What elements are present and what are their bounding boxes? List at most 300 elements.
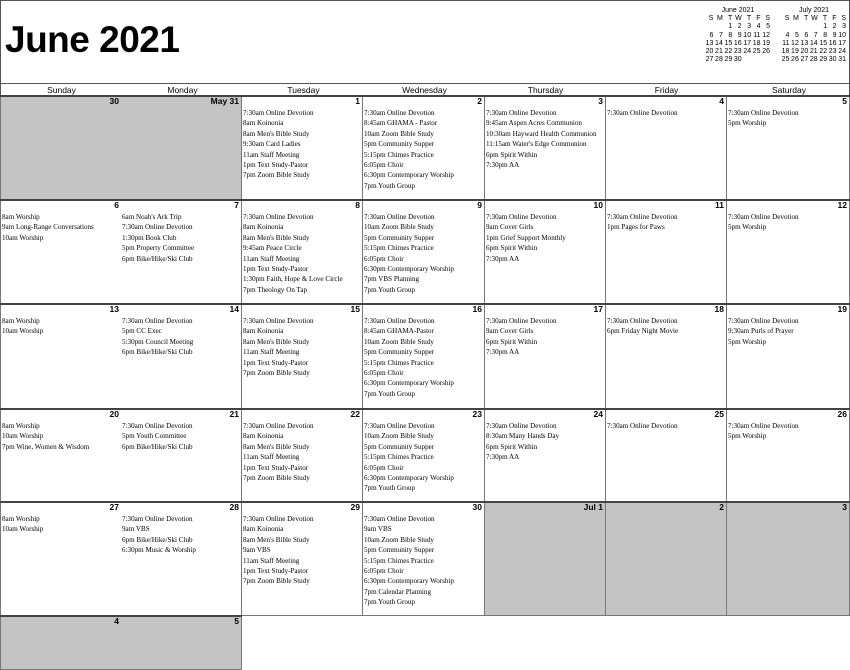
mini-calendar-day[interactable]: 14 — [715, 39, 723, 47]
mini-calendar-weekday: M — [793, 15, 799, 23]
calendar-event[interactable]: 5:15pm Chimes Practice — [364, 150, 434, 159]
day-cell[interactable] — [242, 304, 363, 409]
calendar-event[interactable]: 5pm Community Supper — [364, 546, 435, 555]
calendar-event[interactable]: 5pm Community Supper — [364, 442, 435, 451]
calendar-event[interactable]: 7pm Zoom Bible Study — [243, 577, 310, 586]
event-list — [607, 108, 678, 118]
calendar-event[interactable]: 10am Worship — [2, 233, 44, 242]
mini-calendar-day[interactable]: 7 — [718, 31, 723, 39]
calendar-event[interactable]: 5pm Property Committee — [122, 244, 195, 253]
calendar-event[interactable]: 8am Koinonia — [243, 223, 284, 232]
calendar-event[interactable]: 6:05pm Choir — [364, 463, 404, 472]
day-cell[interactable] — [485, 409, 606, 502]
calendar-event[interactable]: 7:30am Online Devotion — [486, 317, 557, 325]
calendar-event[interactable]: 6pm Bike/Hike/Ski Club — [122, 535, 193, 544]
day-number: 7 — [234, 200, 239, 210]
calendar-event[interactable]: 7:30am Online Devotion — [728, 213, 799, 221]
calendar-event[interactable]: 7:30am Online Devotion — [607, 317, 678, 325]
calendar-event[interactable]: 11:15am Water's Edge Communion — [486, 140, 587, 149]
calendar-event[interactable]: 7:30am Online Devotion — [728, 422, 799, 430]
day-cell[interactable] — [121, 200, 242, 304]
calendar-event[interactable]: 9am Long-Range Conversations — [2, 223, 94, 232]
calendar-event[interactable]: 11am Staff Meeting — [243, 556, 300, 565]
mini-calendar-day[interactable]: 9 — [737, 31, 742, 39]
calendar-event[interactable]: 8am Worship — [2, 515, 40, 523]
calendar-event[interactable]: 6:30pm Contemporary Worship — [364, 577, 454, 586]
day-cell[interactable] — [485, 502, 606, 616]
calendar-event[interactable]: 7pm Zoom Bible Study — [243, 369, 310, 378]
calendar-event[interactable]: 6:30pm Contemporary Worship — [364, 379, 454, 388]
day-cell[interactable] — [485, 96, 606, 200]
mini-calendar-day[interactable]: 7 — [813, 31, 818, 39]
calendar-event[interactable]: 5pm Worship — [728, 223, 767, 232]
calendar-event[interactable]: 6:30pm Contemporary Worship — [364, 171, 454, 180]
day-number: 30 — [472, 502, 482, 512]
calendar-event[interactable]: 8am Koinonia — [243, 432, 284, 441]
calendar-event[interactable]: 7:30am Online Devotion — [122, 422, 193, 430]
event-list — [607, 316, 678, 337]
calendar-event[interactable]: 7:30am Online Devotion — [728, 109, 799, 117]
week-separator — [0, 501, 850, 503]
day-number: 3 — [842, 502, 847, 512]
day-number: 9 — [477, 200, 482, 210]
event-list — [2, 421, 89, 452]
calendar-event[interactable]: 1pm Text Study-Pastor — [243, 161, 309, 170]
day-cell[interactable] — [606, 200, 727, 304]
event-list — [486, 108, 597, 170]
mini-calendar-day[interactable]: 19 — [791, 48, 799, 56]
calendar-event[interactable]: 6:05pm Choir — [364, 254, 404, 263]
calendar-event[interactable]: 7:30am Online Devotion — [243, 317, 314, 325]
mini-calendar-day[interactable]: 21 — [809, 48, 818, 56]
calendar-event[interactable]: 7:30pm AA — [486, 453, 520, 462]
day-number: 2 — [719, 502, 724, 512]
calendar-event[interactable]: 8:30am Many Hands Day — [486, 432, 560, 441]
calendar-event[interactable]: 5pm Worship — [728, 119, 767, 128]
calendar-event[interactable]: 8am Worship — [2, 317, 40, 325]
calendar-event[interactable]: 8am Koinonia — [243, 327, 284, 336]
day-cell[interactable] — [121, 96, 242, 200]
mini-calendar-day[interactable] — [809, 23, 818, 31]
day-cell[interactable] — [121, 409, 242, 502]
calendar-event[interactable]: 10am Worship — [2, 525, 44, 534]
calendar-event[interactable]: 1:30pm Faith, Hope & Love Circle — [243, 275, 343, 284]
day-cell[interactable] — [0, 200, 122, 304]
calendar-event[interactable]: 5:15pm Chimes Practice — [364, 244, 434, 253]
calendar-event[interactable]: 1:30pm Book Club — [122, 233, 177, 242]
mini-calendar-weekday: S — [841, 15, 846, 23]
day-cell[interactable] — [121, 616, 242, 670]
calendar-event[interactable]: 7:30am Online Devotion — [243, 213, 314, 221]
mini-calendar-day[interactable]: 14 — [809, 39, 818, 47]
mini-calendar-day[interactable]: 6 — [804, 31, 809, 39]
day-cell[interactable] — [727, 200, 850, 304]
calendar-event[interactable]: 8am Koinonia — [243, 525, 284, 534]
mini-calendar-day[interactable] — [752, 56, 761, 64]
calendar-event[interactable]: 7pm Zoom Bible Study — [243, 474, 310, 483]
mini-calendar-day[interactable]: 26 — [762, 48, 770, 56]
mini-calendar-day[interactable] — [762, 56, 771, 64]
day-number: 15 — [350, 304, 360, 314]
calendar-event[interactable]: 7:30am Online Devotion — [486, 422, 557, 430]
calendar-event[interactable]: 6pm Spirit Within — [486, 442, 538, 451]
calendar-event[interactable]: 7pm Youth Group — [364, 285, 416, 294]
mini-calendar-day[interactable]: 30 — [828, 56, 837, 64]
calendar-event[interactable]: 5:15pm Chimes Practice — [364, 358, 434, 367]
mini-calendar-day[interactable]: 9 — [832, 31, 837, 39]
calendar-event[interactable]: 9am Cover Girls — [486, 327, 534, 336]
mini-calendar-day[interactable]: 25 — [781, 56, 790, 64]
calendar-event[interactable]: 7pm Zoom Bible Study — [243, 171, 310, 180]
mini-calendar-day[interactable]: 22 — [724, 48, 733, 56]
calendar-event[interactable]: 5pm Community Supper — [364, 233, 435, 242]
day-cell[interactable] — [606, 502, 727, 616]
calendar-event[interactable]: 7:30am Online Devotion — [607, 213, 678, 221]
day-number: 6 — [114, 200, 119, 210]
calendar-event[interactable]: 7pm Youth Group — [364, 598, 416, 607]
calendar-event[interactable]: 5pm Community Supper — [364, 140, 435, 149]
calendar-event[interactable]: 5pm Community Supper — [364, 348, 435, 357]
mini-calendar-day[interactable]: 28 — [715, 56, 723, 64]
mini-calendar-day[interactable]: 12 — [791, 39, 799, 47]
mini-calendar-weekday: M — [717, 15, 723, 23]
mini-calendar-week — [781, 56, 847, 64]
calendar-event[interactable]: 6pm Bike/Hike/Ski Club — [122, 442, 193, 451]
mini-calendar-day[interactable]: 10 — [743, 31, 752, 39]
mini-calendar-weekday: T — [746, 15, 752, 23]
calendar-event[interactable]: 7:30am Online Devotion — [364, 109, 435, 117]
calendar-event[interactable]: 7pm Youth Group — [364, 484, 416, 493]
day-cell[interactable] — [485, 304, 606, 409]
calendar-event[interactable]: 8:45am GHAMA - Pastor — [364, 119, 438, 128]
day-number: 21 — [229, 409, 239, 419]
day-cell[interactable] — [606, 96, 727, 200]
event-list — [2, 316, 43, 337]
mini-calendar-day[interactable]: 16 — [828, 39, 837, 47]
mini-calendar-day[interactable]: 23 — [733, 48, 742, 56]
day-cell[interactable] — [242, 200, 363, 304]
week-separator — [0, 95, 850, 97]
mini-calendar-day[interactable]: 8 — [728, 31, 733, 39]
calendar-event[interactable]: 10am Zoom Bible Study — [364, 223, 434, 232]
mini-calendar-day[interactable]: 22 — [819, 48, 828, 56]
mini-calendar-day[interactable]: 31 — [838, 56, 846, 64]
calendar-event[interactable]: 6:05pm Choir — [364, 567, 404, 576]
calendar-event[interactable]: 11am Staff Meeting — [243, 453, 300, 462]
calendar-event[interactable]: 9:45am Aspen Acres Communion — [486, 119, 582, 128]
weekday-label: Sunday — [47, 85, 76, 95]
mini-calendar-day[interactable]: 4 — [756, 23, 761, 31]
day-cell[interactable] — [363, 502, 485, 616]
calendar-event[interactable]: 10:30am Hayward Health Communion — [486, 129, 597, 138]
mini-calendar-day[interactable]: 3 — [747, 23, 752, 31]
calendar-event[interactable]: 7:30am Online Devotion — [728, 317, 799, 325]
mini-calendar-day[interactable]: 12 — [762, 31, 770, 39]
calendar-event[interactable]: 7:30am Online Devotion — [122, 223, 193, 232]
mini-calendar-day[interactable]: 11 — [753, 31, 761, 39]
calendar-event[interactable]: 8:45am GHAMA-Pastor — [364, 327, 434, 336]
event-list — [486, 212, 566, 264]
mini-calendar-day[interactable]: 29 — [724, 56, 733, 64]
mini-calendar-day[interactable]: 29 — [819, 56, 828, 64]
mini-calendar-day[interactable]: 19 — [762, 39, 770, 47]
day-cell[interactable] — [0, 304, 122, 409]
day-cell[interactable] — [242, 409, 363, 502]
calendar-event[interactable]: 7pm Theology On Tap — [243, 285, 308, 294]
day-cell[interactable] — [363, 304, 485, 409]
mini-calendar-day[interactable]: 24 — [743, 48, 752, 56]
calendar-event[interactable]: 7:30am Online Devotion — [243, 109, 314, 117]
calendar-event[interactable]: 5pm Worship — [728, 432, 767, 441]
mini-calendar-day[interactable]: 18 — [752, 39, 761, 47]
mini-calendar-day[interactable]: 3 — [842, 23, 846, 31]
day-cell[interactable] — [121, 502, 242, 616]
calendar-event[interactable]: 8am Men's Bible Study — [243, 129, 310, 138]
calendar-event[interactable]: 9:45am Peace Circle — [243, 244, 302, 253]
calendar-event[interactable]: 6:30pm Contemporary Worship — [364, 265, 454, 274]
calendar-event[interactable]: 10am Zoom Bible Study — [364, 535, 434, 544]
calendar-event[interactable]: 7:30am Online Devotion — [607, 422, 678, 430]
mini-calendar-day[interactable]: 17 — [838, 39, 846, 47]
day-number: 18 — [714, 304, 724, 314]
calendar-event[interactable]: 5pm Youth Committee — [122, 432, 187, 441]
calendar-event[interactable]: 8am Men's Bible Study — [243, 337, 310, 346]
calendar-event[interactable]: 7pm Wine, Women & Wisdom — [2, 442, 90, 451]
day-number: 29 — [350, 502, 360, 512]
calendar-event[interactable]: 7:30pm AA — [486, 348, 520, 357]
mini-calendar-day[interactable] — [790, 23, 799, 31]
calendar-event[interactable]: 1pm Text Study-Pastor — [243, 265, 309, 274]
day-number: 24 — [593, 409, 603, 419]
calendar-event[interactable]: 10am Worship — [2, 327, 44, 336]
day-number: 8 — [355, 200, 360, 210]
weekday-label: Thursday — [527, 85, 564, 95]
calendar-event[interactable]: 8am Men's Bible Study — [243, 233, 310, 242]
calendar-event[interactable]: 1pm Text Study-Pastor — [243, 567, 309, 576]
event-list — [2, 212, 94, 243]
calendar-event[interactable]: 7:30am Online Devotion — [364, 515, 435, 523]
calendar-event[interactable]: 7pm Youth Group — [364, 389, 416, 398]
calendar-event[interactable]: 5:30pm Council Meeting — [122, 337, 194, 346]
mini-calendar[interactable] — [705, 7, 771, 64]
calendar-event[interactable]: 1pm Grief Support Monthly — [486, 233, 566, 242]
calendar-event[interactable]: 6:30pm Music & Worship — [122, 546, 196, 555]
calendar-event[interactable]: 6:05pm Choir — [364, 161, 404, 170]
calendar-event[interactable]: 10am Zoom Bible Study — [364, 432, 434, 441]
calendar-event[interactable]: 6pm Bike/Hike/Ski Club — [122, 254, 193, 263]
mini-calendar-day[interactable]: 1 — [728, 23, 733, 31]
mini-calendar-day[interactable]: 13 — [800, 39, 809, 47]
day-number: 4 — [114, 616, 119, 626]
mini-calendar-day[interactable]: 27 — [800, 56, 809, 64]
mini-calendar-day[interactable]: 26 — [791, 56, 799, 64]
mini-calendar-weekday: F — [832, 15, 837, 23]
calendar-event[interactable]: 8am Men's Bible Study — [243, 442, 310, 451]
event-list — [486, 316, 557, 358]
mini-calendar-day[interactable]: 24 — [838, 48, 846, 56]
weekday-label: Saturday — [771, 85, 807, 95]
calendar-event[interactable]: 5:15pm Chimes Practice — [364, 453, 434, 462]
mini-calendar-day[interactable]: 18 — [781, 48, 790, 56]
event-list — [122, 421, 193, 452]
calendar-event[interactable]: 9am VBS — [122, 525, 150, 534]
event-list — [2, 514, 43, 535]
calendar-event[interactable]: 10am Worship — [2, 432, 44, 441]
day-cell[interactable] — [0, 502, 122, 616]
calendar-event[interactable]: 1pm Text Study-Pastor — [243, 463, 309, 472]
mini-calendar-day[interactable]: 20 — [800, 48, 809, 56]
mini-calendar-day[interactable]: 25 — [752, 48, 761, 56]
mini-calendar-day[interactable] — [743, 56, 752, 64]
mini-calendar-day[interactable]: 11 — [782, 39, 790, 47]
calendar-event[interactable]: 9:30am Purls of Prayer — [728, 327, 794, 336]
day-cell[interactable] — [242, 96, 363, 200]
day-number: 17 — [593, 304, 603, 314]
mini-calendar-day[interactable]: 30 — [733, 56, 742, 64]
calendar-event[interactable]: 11am Staff Meeting — [243, 348, 300, 357]
day-cell[interactable] — [363, 409, 485, 502]
calendar-event[interactable]: 6pm Bike/Hike/Ski Club — [122, 348, 193, 357]
day-number: 1 — [355, 96, 360, 106]
mini-calendar-day[interactable] — [705, 23, 714, 31]
calendar-event[interactable]: 7:30am Online Devotion — [122, 317, 193, 325]
calendar-event[interactable]: 6pm Spirit Within — [486, 337, 538, 346]
event-list — [486, 421, 559, 463]
mini-calendar-day[interactable]: 13 — [705, 39, 714, 47]
mini-calendar-day[interactable]: 1 — [823, 23, 828, 31]
calendar-event[interactable]: 5pm CC Exec — [122, 327, 162, 336]
calendar-event[interactable]: 7:30am Online Devotion — [364, 422, 435, 430]
mini-calendar-week — [705, 56, 771, 64]
weekday-label: Monday — [167, 85, 198, 95]
mini-calendar-day[interactable]: 8 — [823, 31, 828, 39]
mini-calendar-day[interactable]: 10 — [838, 31, 846, 39]
calendar-event[interactable]: 11am Staff Meeting — [243, 150, 300, 159]
calendar-event[interactable]: 7pm VBS Planning — [364, 275, 420, 284]
calendar-event[interactable]: 6pm Friday Night Movie — [607, 327, 679, 336]
day-cell[interactable] — [606, 304, 727, 409]
calendar-event[interactable]: 6am Noah's Ark Trip — [122, 213, 182, 221]
mini-calendar-day[interactable] — [800, 23, 809, 31]
mini-calendar-day[interactable]: 2 — [737, 23, 742, 31]
mini-calendar[interactable] — [781, 7, 847, 64]
calendar-event[interactable]: 7:30am Online Devotion — [486, 213, 557, 221]
calendar-event[interactable]: 8am Men's Bible Study — [243, 535, 310, 544]
calendar-event[interactable]: 1pm Text Study-Pastor — [243, 358, 309, 367]
day-cell[interactable] — [606, 409, 727, 502]
event-list — [243, 421, 314, 483]
calendar-event[interactable]: 7:30am Online Devotion — [243, 422, 314, 430]
calendar-event[interactable]: 7:30am Online Devotion — [607, 109, 678, 117]
mini-calendar-day[interactable]: 21 — [715, 48, 723, 56]
calendar-event[interactable]: 9am VBS — [243, 546, 271, 555]
mini-calendar-day[interactable]: 15 — [724, 39, 733, 47]
event-list — [243, 212, 343, 295]
calendar-event[interactable]: 9am VBS — [364, 525, 392, 534]
calendar-event[interactable]: 7:30am Online Devotion — [122, 515, 193, 523]
calendar-event[interactable]: 8am Worship — [2, 422, 40, 430]
day-cell[interactable] — [0, 616, 122, 670]
calendar-event[interactable]: 6pm Spirit Within — [486, 150, 538, 159]
day-cell[interactable] — [242, 502, 363, 616]
mini-calendar-weekday: T — [728, 15, 733, 23]
calendar-event[interactable]: 6:05pm Choir — [364, 369, 404, 378]
day-cell[interactable] — [485, 200, 606, 304]
calendar-event[interactable]: 7pm Youth Group — [364, 181, 416, 190]
calendar-event[interactable]: 7:30pm AA — [486, 161, 520, 170]
calendar-event[interactable]: 11am Staff Meeting — [243, 254, 300, 263]
calendar-event[interactable]: 6pm Spirit Within — [486, 244, 538, 253]
day-number: 28 — [229, 502, 239, 512]
calendar-event[interactable]: 7:30am Online Devotion — [243, 515, 314, 523]
mini-calendar-day[interactable]: 28 — [809, 56, 818, 64]
mini-calendar-day[interactable] — [714, 23, 723, 31]
day-number: 2 — [477, 96, 482, 106]
calendar-event[interactable]: 7pm Calendar Planning — [364, 587, 431, 596]
day-cell[interactable] — [0, 409, 122, 502]
day-cell[interactable] — [0, 96, 122, 200]
event-list — [728, 108, 799, 129]
mini-calendar-day[interactable]: 27 — [705, 56, 714, 64]
day-number: 16 — [472, 304, 482, 314]
mini-calendar-day[interactable]: 23 — [828, 48, 837, 56]
calendar-event[interactable]: 10am Zoom Bible Study — [364, 129, 434, 138]
calendar-event[interactable]: 6:30pm Contemporary Worship — [364, 474, 454, 483]
day-cell[interactable] — [727, 96, 850, 200]
calendar-event[interactable]: 7:30am Online Devotion — [364, 213, 435, 221]
event-list — [364, 108, 454, 191]
day-cell[interactable] — [121, 304, 242, 409]
mini-calendar-day[interactable]: 4 — [785, 31, 790, 39]
calendar-event[interactable]: 5:15pm Chimes Practice — [364, 556, 434, 565]
calendar-event[interactable]: 8am Worship — [2, 213, 40, 221]
mini-calendar-day[interactable]: 20 — [705, 48, 714, 56]
mini-calendar-day[interactable]: 6 — [709, 31, 714, 39]
calendar-event[interactable]: 8am Koinonia — [243, 119, 284, 128]
calendar-event[interactable]: 10am Zoom Bible Study — [364, 337, 434, 346]
event-list — [364, 421, 454, 494]
day-number: 3 — [598, 96, 603, 106]
mini-calendar-day[interactable]: 5 — [766, 23, 770, 31]
day-cell[interactable] — [363, 200, 485, 304]
event-list — [364, 212, 454, 295]
mini-calendar-weekday: W — [735, 15, 742, 23]
calendar-event[interactable]: 1pm Pages for Paws — [607, 223, 665, 232]
day-cell[interactable] — [727, 502, 850, 616]
mini-calendar-day[interactable]: 16 — [733, 39, 742, 47]
calendar-event[interactable]: 7:30am Online Devotion — [364, 317, 435, 325]
mini-calendar-week — [705, 32, 771, 40]
mini-calendar-day[interactable] — [781, 23, 790, 31]
mini-calendar-weekday: S — [708, 15, 714, 23]
day-cell[interactable] — [727, 304, 850, 409]
mini-calendar-day[interactable]: 2 — [832, 23, 837, 31]
day-number: 10 — [593, 200, 603, 210]
calendar-event[interactable]: 5pm Worship — [728, 337, 767, 346]
day-cell[interactable] — [727, 409, 850, 502]
mini-calendar-day[interactable]: 15 — [819, 39, 828, 47]
calendar-event[interactable]: 7:30am Online Devotion — [486, 109, 557, 117]
day-number: 5 — [234, 616, 239, 626]
day-cell[interactable] — [363, 96, 485, 200]
mini-calendar-day[interactable]: 17 — [743, 39, 752, 47]
calendar-event[interactable]: 9:30am Card Ladies — [243, 140, 301, 149]
day-number: 5 — [842, 96, 847, 106]
week-separator — [0, 408, 850, 410]
calendar-event[interactable]: 7:30pm AA — [486, 254, 520, 263]
calendar-event[interactable]: 9am Cover Girls — [486, 223, 534, 232]
mini-calendar-day[interactable]: 5 — [794, 31, 799, 39]
